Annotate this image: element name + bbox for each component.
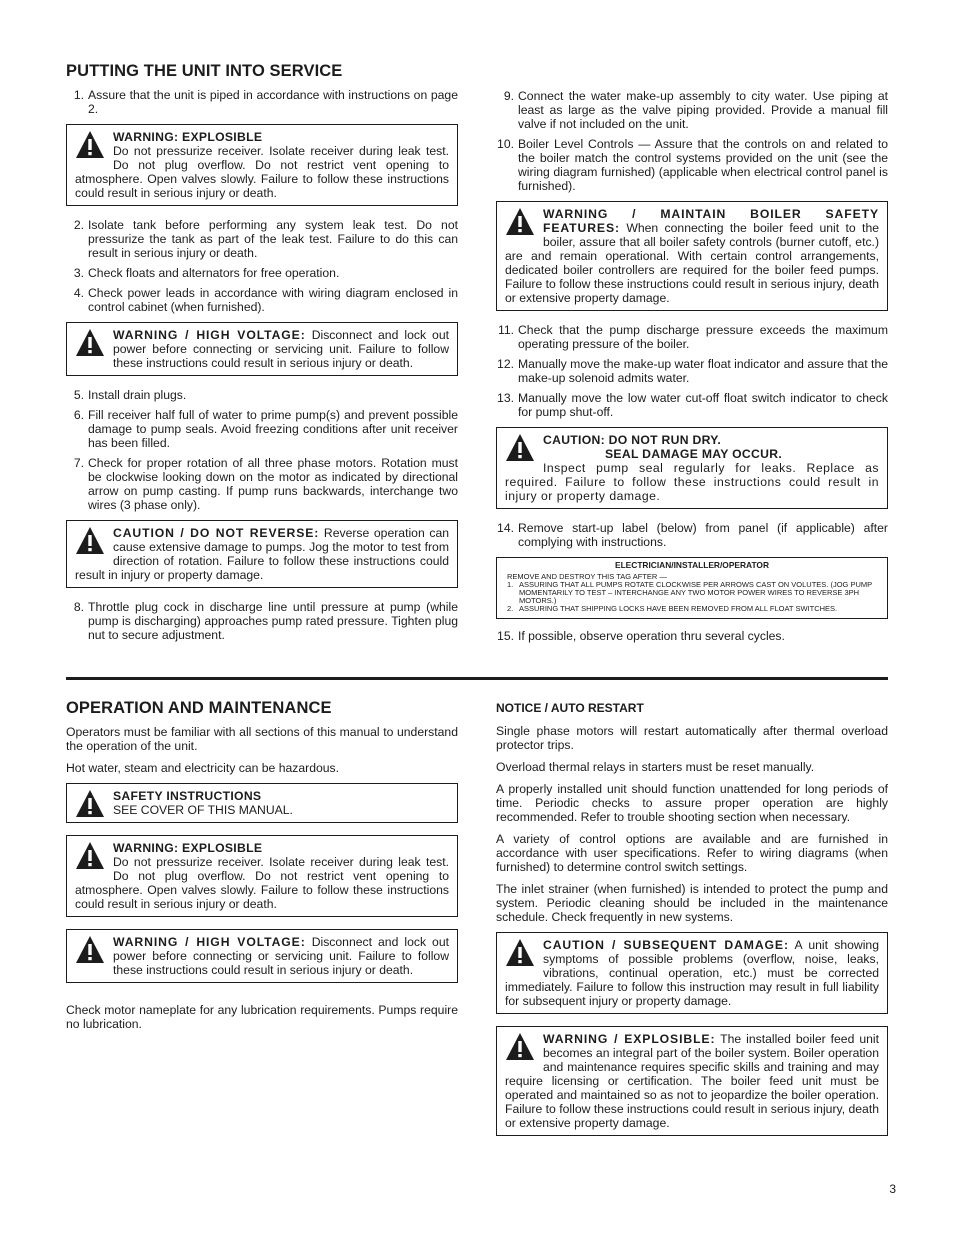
putting-service-left-column [66, 62, 458, 648]
warning-triangle-icon [505, 1032, 535, 1062]
warning-triangle-icon [75, 526, 105, 556]
list-item: 6. Fill receiver half full of water to prime pump(s) and prevent possible damage to pump seals. Avoid freezing conditions after unit receiver has been filled. [73, 408, 458, 450]
steps-list [66, 218, 458, 314]
warning-text: Do not pressurize receiver. Isolate receiver during leak test. Do not plug overflow. Do not restrict vent opening to atmosphere. Open valves slowly. Failure to follow these instructions could result in serious injury or death. [75, 855, 449, 911]
list-item: 8. Throttle plug cock in discharge line until pressure at pump (while pump is discharging) approaches pump rated pressure. Tighten plug nut to secure adjustment. [73, 600, 458, 642]
warning-explosible-boiler-box [496, 1026, 888, 1136]
list-item: 15. If possible, observe operation thru several cycles. [497, 629, 785, 643]
paragraph: Operators must be familiar with all sections of this manual to understand the operation of the unit. [66, 725, 458, 753]
warning-text: Do not pressurize receiver. Isolate receiver during leak test. Do not plug overflow. Do not restrict vent opening to atmosphere. Open valves slowly. Failure to follow these instructions could result in serious injury or death. [75, 144, 449, 200]
paragraph: Overload thermal relays in starters must be reset manually. [496, 760, 815, 774]
caution-subtitle: SEAL DAMAGE MAY OCCUR. [605, 447, 783, 461]
list-item: 1. Assure that the unit is piped in accordance with instructions on page 2. [73, 88, 458, 116]
caution-text: Reverse operation can cause extensive damage to pumps. Jog the motor to test from direction of rotation. Failure to follow these instructions could result in injury or property damage. [75, 526, 450, 582]
warning-explosible-box [66, 124, 458, 206]
tag-intro: REMOVE AND DESTROY THIS TAG AFTER — [507, 572, 667, 581]
list-item: 11. Check that the pump discharge pressure exceeds the maximum operating pressure of the boiler. [497, 323, 888, 351]
paragraph: A variety of control options are available and are furnished in accordance with user specifications. Refer to wiring diagrams (when furnished) to determine control switch settings. [496, 832, 888, 874]
list-item: 5. Install drain plugs. [73, 388, 187, 402]
paragraph: A properly installed unit should function unattended for long periods of time. Periodic checks to assure proper operation are highly recommended. Refer to trouble shooting section when necessary. [496, 782, 888, 824]
tag-item: 2. ASSURING THAT SHIPPING LOCKS HAVE BEEN REMOVED FROM ALL FLOAT SWITCHES. [507, 604, 838, 613]
tag-items [507, 581, 877, 613]
warning-text: When connecting the boiler feed unit to the boiler, assure that all boiler safety controls (burner cutoff, etc.) are and remain operational. With certain control arrangements, dedicated boiler controllers are required for the boiler feed pumps. Failure to follow these instructions could result in serious injury, death or extensive property damage. [505, 221, 880, 305]
warning-title: WARNING / EXPLOSIBLE: [543, 1032, 716, 1046]
paragraph: Check motor nameplate for any lubrication requirements. Pumps require no lubrication. [66, 1003, 458, 1031]
warning-explosible-box [66, 835, 458, 917]
list-item: 9. Connect the water make-up assembly to city water. Use piping at least as large as the valve piping provided. Provide a manual fill valve if not included on the unit. [503, 89, 888, 131]
warning-triangle-icon [505, 433, 535, 463]
list-item: 3. Check floats and alternators for free operation. [73, 266, 340, 280]
list-item: 12. Manually move the make-up water float indicator and assure that the make-up solenoid admits water. [497, 357, 888, 385]
steps-list [496, 629, 888, 643]
tag-title: ELECTRICIAN/INSTALLER/OPERATOR [614, 560, 769, 570]
caution-title: CAUTION / DO NOT REVERSE: [113, 526, 320, 540]
warning-title: WARNING / HIGH VOLTAGE: [113, 935, 306, 949]
caution-title: CAUTION / SUBSEQUENT DAMAGE: [543, 938, 789, 952]
warning-text: The installed boiler feed unit becomes an integral part of the boiler system. Boiler operation and maintenance requires specific skills and training and may require licensing or certification. The boiler feed unit must be operated and maintained so as not to jeopardize the boiler operation. Failure to follow these instructions could result in serious injury, death or extensive property damage. [505, 1032, 879, 1130]
warning-title: WARNING: EXPLOSIBLE [113, 130, 263, 144]
list-item: 13. Manually move the low water cut-off float switch indicator to check for pump shut-off. [497, 391, 888, 419]
safety-text: SEE COVER OF THIS MANUAL. [113, 803, 293, 817]
warning-triangle-icon [75, 935, 105, 965]
tag-item: 1. ASSURING THAT ALL PUMPS ROTATE CLOCKWISE PER ARROWS CAST ON VOLUTES. (JOG PUMP MOMENTARILY TO TEST – INTERCHANGE ANY TWO MOTOR POWER WIRES TO REVERSE 3PH MOTORS.) [507, 580, 872, 605]
paragraph: Single phase motors will restart automatically after thermal overload protector trips. [496, 724, 888, 752]
paragraph: Hot water, steam and electricity can be hazardous. [66, 761, 340, 775]
steps-list [496, 521, 888, 549]
list-item: 2. Isolate tank before performing any system leak test. Do not pressurize the tank as part of the leak test. Failure to do this can result in serious injury or death. [73, 218, 458, 260]
warning-title: WARNING: EXPLOSIBLE [113, 841, 263, 855]
warning-triangle-icon [75, 130, 105, 160]
steps-list [496, 323, 888, 419]
putting-service-right-column [496, 89, 888, 649]
list-item: 10. Boiler Level Controls — Assure that the controls on and related to the boiler match the control systems provided on the unit (see the wiring diagram furnished) (applicable when electrical control panel is furnished). [497, 137, 888, 193]
caution-text: A unit showing symptoms of possible problems (overflow, noise, leaks, vibrations, continual operation, etc.) must be corrected immediately. Failure to follow this instruction may result in full liability for subsequent injury or property damage. [505, 938, 879, 1008]
warning-text: Disconnect and lock out power before connecting or servicing unit. Failure to follow these instructions could result in serious injury or death. [113, 935, 449, 977]
section-divider [66, 677, 888, 680]
warning-high-voltage-box [66, 322, 458, 376]
warning-high-voltage-box [66, 929, 458, 983]
steps-list [66, 388, 458, 512]
notice-title: NOTICE / AUTO RESTART [496, 701, 644, 715]
safety-instructions-box [66, 783, 458, 823]
caution-text: Inspect pump seal regularly for leaks. Replace as required. Failure to follow these instructions could result in injury or property damage. [505, 461, 879, 503]
startup-tag [496, 557, 888, 619]
warning-title: WARNING / MAINTAIN BOILER SAFETY FEATURES: [543, 207, 879, 235]
caution-run-dry-box [496, 427, 888, 509]
warning-title: WARNING / HIGH VOLTAGE: [113, 328, 306, 342]
warning-boiler-safety-box [496, 201, 888, 311]
caution-title: CAUTION: DO NOT RUN DRY. [543, 433, 722, 447]
section-title-putting-service: PUTTING THE UNIT INTO SERVICE [66, 62, 343, 80]
warning-triangle-icon [75, 841, 105, 871]
page-number: 3 [889, 1182, 896, 1196]
safety-title: SAFETY INSTRUCTIONS [113, 789, 262, 803]
paragraph: The inlet strainer (when furnished) is intended to protect the pump and system. Periodic cleaning should be included in the maintenance schedule. Check frequently in new systems. [496, 882, 888, 924]
warning-triangle-icon [505, 207, 535, 237]
warning-triangle-icon [75, 789, 105, 819]
warning-triangle-icon [505, 938, 535, 968]
list-item: 4. Check power leads in accordance with wiring diagram enclosed in control cabinet (when furnished). [73, 286, 458, 314]
caution-reverse-box [66, 520, 458, 588]
caution-subsequent-damage-box [496, 932, 888, 1014]
operation-left-column [66, 699, 458, 1039]
steps-list [66, 600, 458, 642]
warning-triangle-icon [75, 328, 105, 358]
list-item: 7. Check for proper rotation of all three phase motors. Rotation must be clockwise looking down on the motor as indicated by directional arrow on pump casting. If pump runs backwards, interchange two wires (3 phase only). [73, 456, 458, 512]
steps-list [496, 89, 888, 193]
section-title-operation: OPERATION AND MAINTENANCE [66, 699, 332, 717]
steps-list [66, 88, 458, 116]
notice-right-column [496, 699, 888, 1148]
warning-text: Disconnect and lock out power before connecting or servicing unit. Failure to follow these instructions could result in serious injury or death. [113, 328, 449, 370]
list-item: 14. Remove start-up label (below) from panel (if applicable) after complying with instructions. [497, 521, 888, 549]
